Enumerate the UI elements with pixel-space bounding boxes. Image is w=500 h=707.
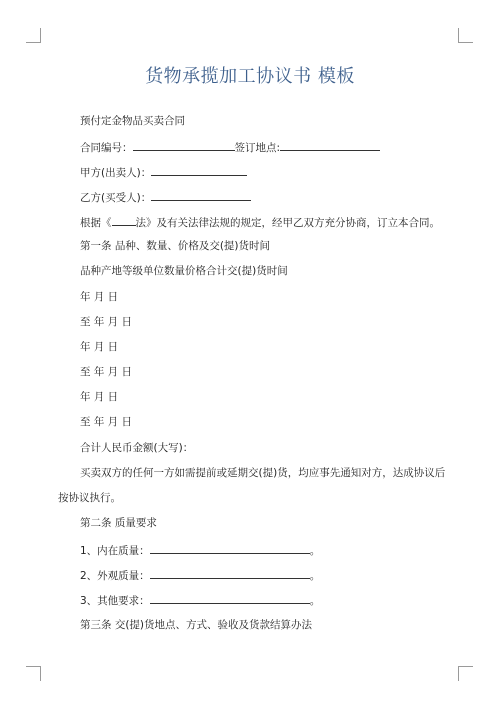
article-3-heading: 第三条 交(提)货地点、方式、验收及货款结算办法	[80, 619, 313, 631]
other-requirements-line	[80, 592, 320, 608]
date-line-3: 年 月 日	[80, 341, 119, 353]
party-a-label: 甲方(出卖人)：	[80, 167, 152, 179]
item-columns-line: 品种产地等级单位数量价格合计交(提)货时间	[80, 265, 288, 277]
party-a-blank	[151, 164, 247, 176]
legal-basis-prefix: 根据《	[80, 217, 112, 229]
party-b-blank	[151, 189, 251, 201]
legal-basis-line	[80, 214, 440, 230]
other-requirements-period: 。	[309, 595, 321, 607]
internal-quality-label: 1、内在质量：	[80, 545, 150, 557]
signing-place-blank	[280, 139, 380, 151]
total-amount-line: 合计人民币金额(大写)：	[80, 442, 194, 454]
crop-mark-bottom-right	[458, 666, 473, 681]
appearance-quality-period: 。	[309, 570, 321, 582]
internal-quality-blank	[150, 542, 310, 554]
date-line-6: 至 年 月 日	[80, 416, 133, 428]
law-name-blank	[112, 214, 136, 226]
signing-place-label: 签订地点:	[234, 142, 281, 154]
delivery-change-line: 买卖双方的任何一方如需提前或延期交(提)货，均应事先通知对方，达成协议后	[80, 467, 446, 479]
contract-name-line: 预付定金物品买卖合同	[80, 115, 185, 127]
date-line-5: 年 月 日	[80, 391, 119, 403]
document-title: 货物承揽加工协议书 模板	[145, 66, 355, 87]
party-b-line	[80, 189, 251, 205]
other-requirements-label: 3、其他要求：	[80, 595, 150, 607]
legal-basis-text: 法》及有关法律法规的规定，经甲乙双方充分协商，订立本合同。	[135, 217, 440, 229]
appearance-quality-line	[80, 567, 320, 583]
internal-quality-line	[80, 542, 320, 558]
crop-mark-top-right	[458, 28, 473, 43]
article-2-heading: 第二条 质量要求	[80, 517, 157, 529]
contract-number-label: 合同编号：	[80, 142, 133, 154]
article-1-heading: 第一条 品种、数量、价格及交(提)货时间	[80, 240, 271, 252]
party-a-line	[80, 164, 247, 180]
contract-number-line	[80, 139, 380, 155]
date-line-2: 至 年 月 日	[80, 316, 133, 328]
internal-quality-period: 。	[309, 545, 321, 557]
other-requirements-blank	[150, 592, 310, 604]
date-line-4: 至 年 月 日	[80, 366, 133, 378]
appearance-quality-blank	[150, 567, 310, 579]
party-b-label: 乙方(买受人)：	[80, 192, 152, 204]
appearance-quality-label: 2、外观质量：	[80, 570, 150, 582]
delivery-change-continuation: 按协议执行。	[58, 492, 121, 504]
contract-number-blank	[133, 139, 235, 151]
crop-mark-bottom-left	[26, 666, 41, 681]
crop-mark-top-left	[26, 28, 41, 43]
date-line-1: 年 月 日	[80, 291, 119, 303]
